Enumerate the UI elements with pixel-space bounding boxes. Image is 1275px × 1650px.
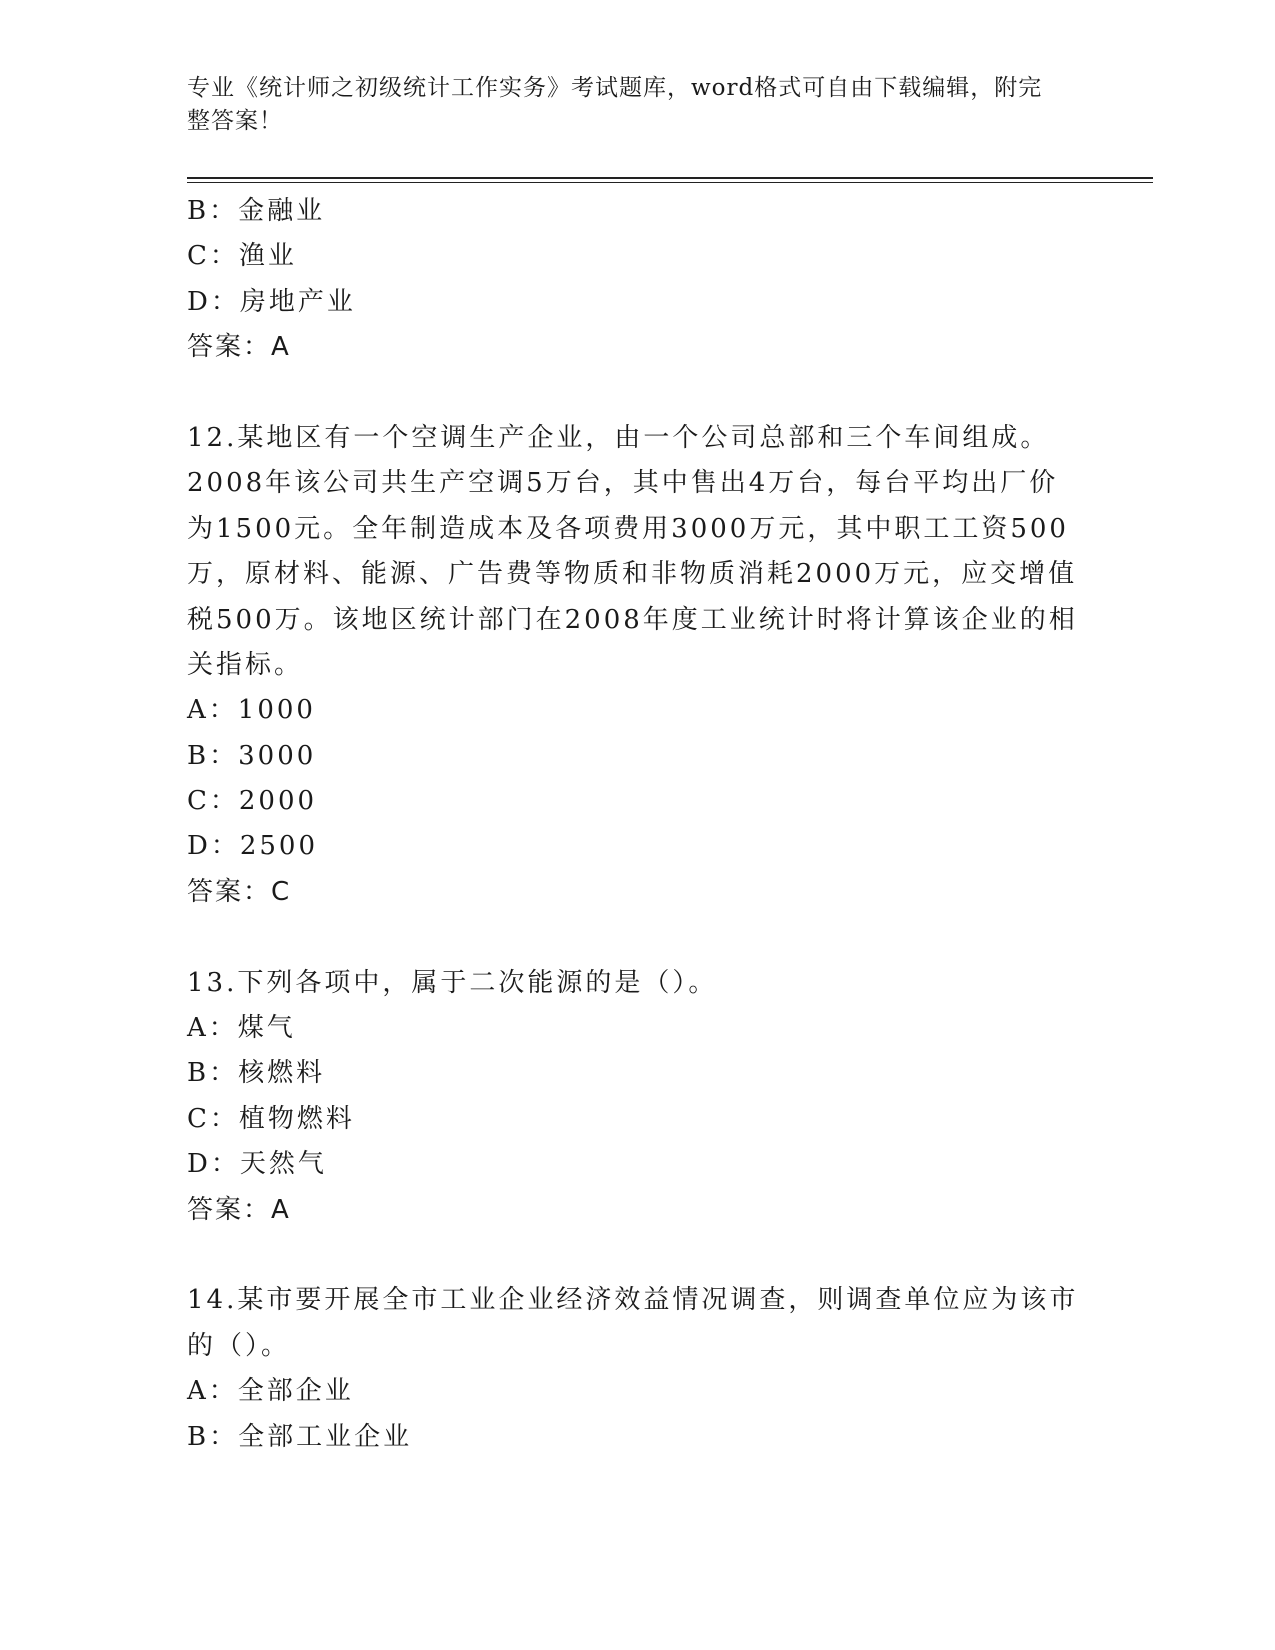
option-a: A：1000: [187, 695, 316, 726]
answer-line: 答案：A: [187, 1194, 291, 1225]
header-divider-thin: [187, 182, 1153, 183]
question-11: [187, 189, 1087, 371]
option-c: C：植物燃料: [187, 1103, 355, 1134]
question-14: [187, 1278, 1087, 1460]
option-b: B：核燃料: [187, 1058, 326, 1089]
option-c: C：渔业: [187, 241, 297, 272]
question-text-line: 关指标。: [187, 649, 304, 680]
option-d: D：2500: [187, 831, 319, 862]
question-13: [187, 961, 1087, 1233]
question-list: [187, 189, 1087, 1460]
spacer: [187, 371, 1087, 416]
answer-line: 答案：C: [187, 876, 292, 907]
option-d: D：房地产业: [187, 286, 356, 317]
option-c: C：2000: [187, 786, 318, 817]
question-text-line: 为1500元。全年制造成本及各项费用3000万元，其中职工工资500: [187, 513, 1069, 544]
header-divider-thick: [187, 177, 1153, 179]
option-a: A：煤气: [187, 1013, 296, 1044]
question-text-line: 12.某地区有一个空调生产企业，由一个公司总部和三个车间组成。: [187, 422, 1050, 453]
spacer: [187, 915, 1087, 960]
option-b: B：3000: [187, 740, 317, 771]
question-text-line: 的（）。: [187, 1330, 291, 1361]
question-text-line: 税500万。该地区统计部门在2008年度工业统计时将计算该企业的相: [187, 604, 1078, 635]
header-line-2: 整答案！: [187, 108, 283, 134]
answer-line: 答案：A: [187, 332, 291, 363]
option-b: B：金融业: [187, 196, 326, 226]
spacer: [187, 1233, 1087, 1278]
option-d: D：天然气: [187, 1149, 327, 1180]
header-line-1: 专业《统计师之初级统计工作实务》考试题库，word格式可自由下载编辑，附完: [187, 75, 1043, 101]
question-12: [187, 416, 1087, 915]
document-header: [187, 72, 1067, 138]
question-text-line: 13.下列各项中，属于二次能源的是（）。: [187, 967, 718, 998]
option-a: A：全部企业: [187, 1376, 354, 1407]
option-b: B：全部工业企业: [187, 1421, 413, 1452]
question-text-line: 2008年该公司共生产空调5万台，其中售出4万台，每台平均出厂价: [187, 468, 1059, 499]
question-text-line: 万，原材料、能源、广告费等物质和非物质消耗2000万元，应交增值: [187, 559, 1078, 590]
question-text-line: 14.某市要开展全市工业企业经济效益情况调查，则调查单位应为该市: [187, 1285, 1079, 1316]
